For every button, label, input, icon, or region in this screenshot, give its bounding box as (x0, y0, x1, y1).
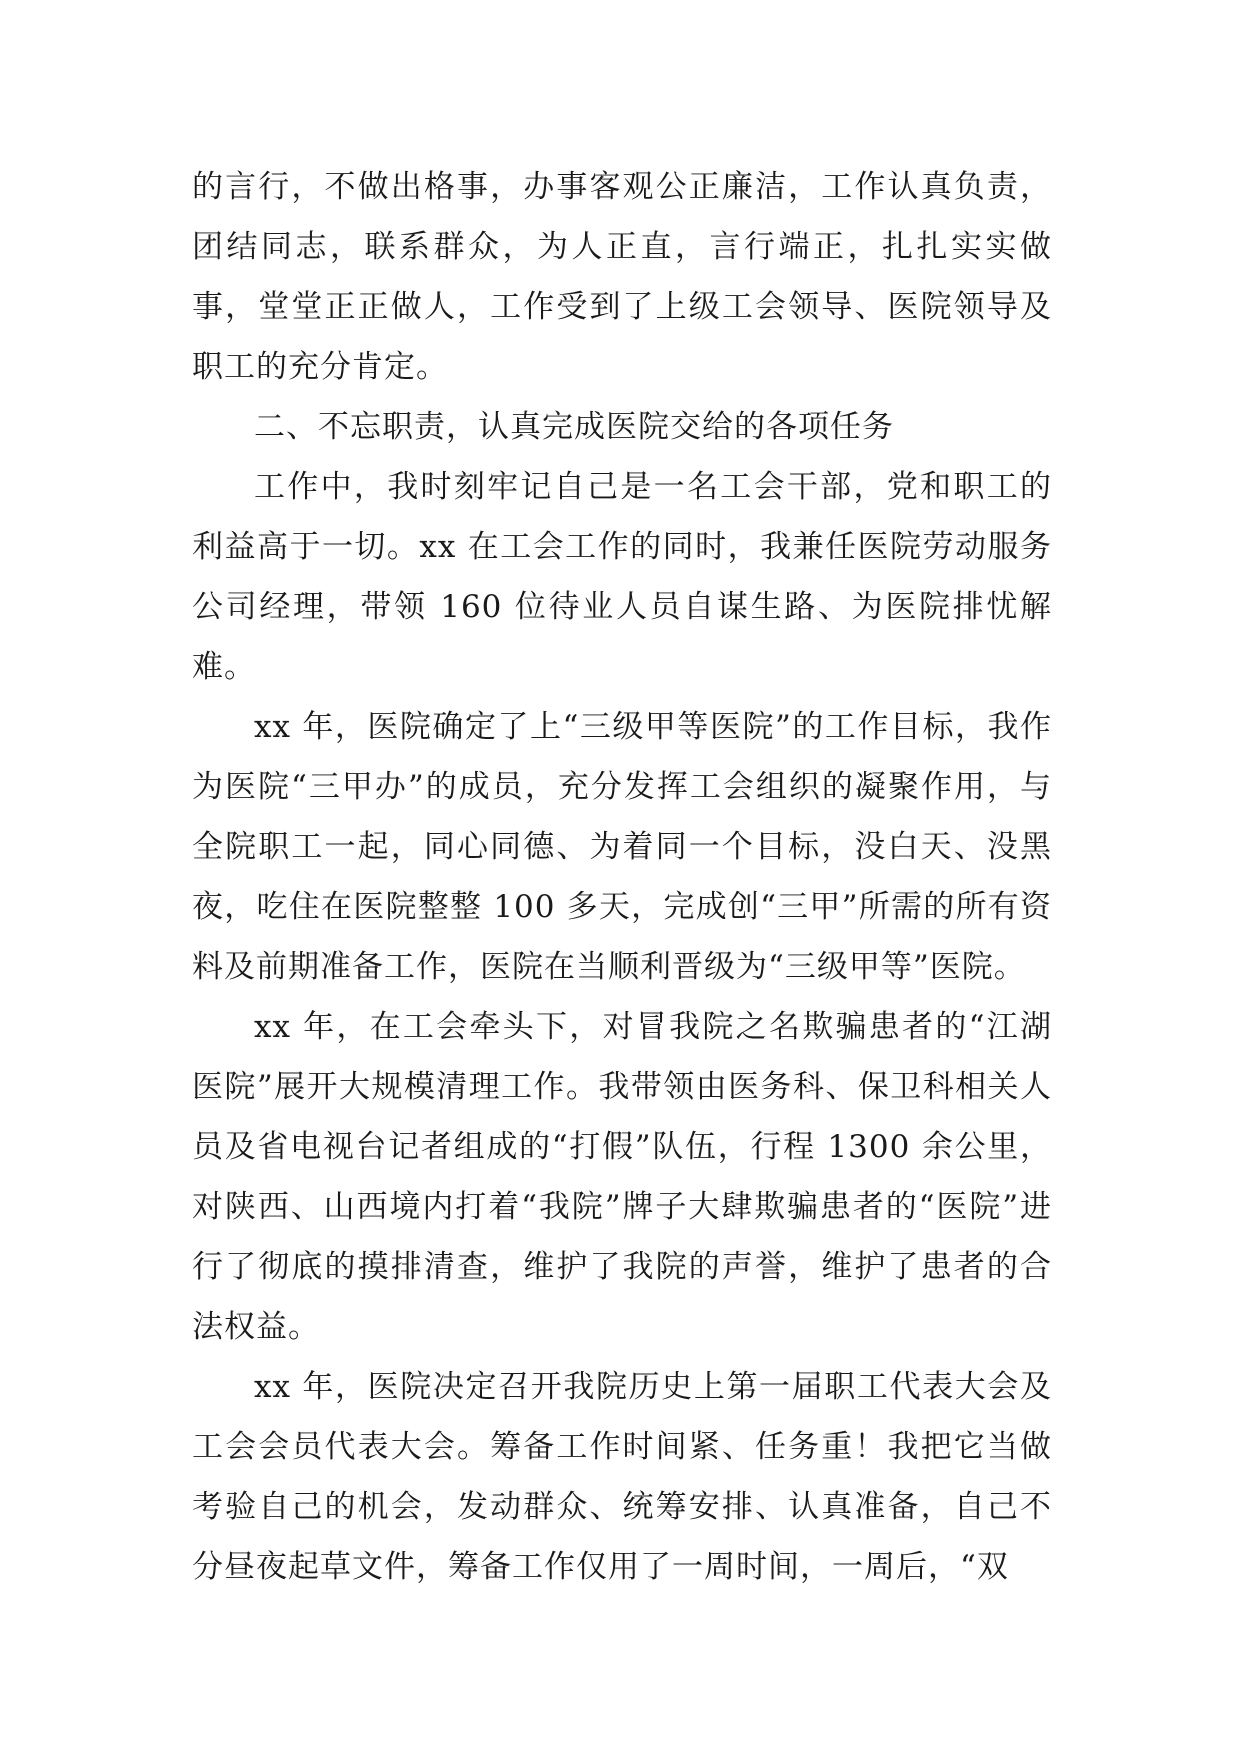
section-heading: 二、不忘职责，认真完成医院交给的各项任务 (254, 409, 894, 445)
document-body (192, 157, 1052, 1597)
paragraph: xx 年，在工会牵头下，对冒我院之名欺骗患者的“江湖医院”展开大规模清理工作。我带领由医务科、保卫科相关人员及省电视台记者组成的“打假”队伍，行程 1300 余公里，对陕西、山西境内打着“我院”牌子大肆欺骗患者的“医院”进行了彻底的摸排清查，维护了我院的声誉，维护了患者的合法权益。 (192, 1009, 1052, 1345)
paragraph: xx 年，医院决定召开我院历史上第一届职工代表大会及工会会员代表大会。筹备工作时间紧、任务重！我把它当做考验自己的机会，发动群众、统筹安排、认真准备，自己不分昼夜起草文件，筹备工作仅用了一周时间，一周后，“双 (192, 1369, 1052, 1585)
paragraph: xx 年，医院确定了上“三级甲等医院”的工作目标，我作为医院“三甲办”的成员，充分发挥工会组织的凝聚作用，与全院职工一起，同心同德、为着同一个目标，没白天、没黑夜，吃住在医院整整 100 多天，完成创“三甲”所需的所有资料及前期准备工作，医院在当顺利晋级为“三级甲等”医院。 (192, 709, 1052, 985)
paragraph-continuation: 的言行，不做出格事，办事客观公正廉洁，工作认真负责，团结同志，联系群众，为人正直，言行端正，扎扎实实做事，堂堂正正做人，工作受到了上级工会领导、医院领导及职工的充分肯定。 (192, 169, 1052, 385)
paragraph: 工作中，我时刻牢记自己是一名工会干部，党和职工的利益高于一切。xx 在工会工作的同时，我兼任医院劳动服务公司经理，带领 160 位待业人员自谋生路、为医院排忧解难。 (192, 469, 1052, 685)
